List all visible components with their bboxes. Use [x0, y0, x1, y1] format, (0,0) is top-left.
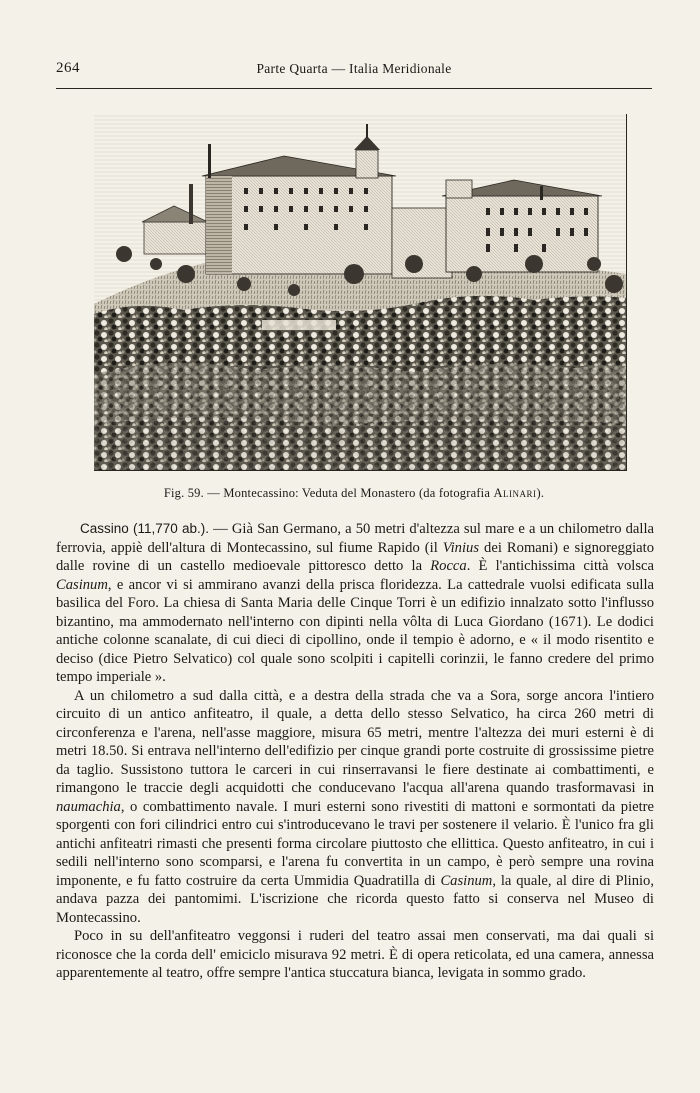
italic-term: Rocca	[430, 558, 467, 574]
caption-end: ).	[536, 486, 545, 500]
caption-text: — Montecassino: Veduta del Monastero (da fotografia	[203, 486, 494, 500]
figure-caption	[56, 486, 652, 501]
paragraph-lead: Cassino (11,770 ab.).	[80, 521, 210, 536]
italic-term: Casinum	[56, 576, 108, 593]
paragraph-teatro	[56, 927, 654, 983]
text-run: , e ancor vi si ammirano avanzi della prisca floridezza. La cattedrale vuolsi edificata sulla basilica del Foro. La chiesa di Santa Maria delle Cinque Torri è un edifizio innalzato sotto l'influsso bizantino, ma ammodernato nell'interno con dipinti nella vôlta di Luca Giordano (1671). Le dodici antiche colonne scanalate, di cui dieci di cipollino, onde il tempio è adorno, e « il modo risentito e deciso (dice Pietro Selvatico) col quale sono scolpiti i capitelli corinzii, le fanno credere del primo tempo imperiale ».	[56, 576, 654, 685]
caption-label: Fig. 59.	[163, 486, 204, 500]
paragraph-anfiteatro	[56, 687, 654, 928]
text-run: Poco in su dell'anfiteatro veggonsi i ruderi del teatro assai men conservati, ma dai quali si riconosce che la corda dell' emiciclo misurava 92 metri. È di opera reticolata, ed una camera, annessa apparentemente al teatro, offre sempre l'antica stuccatura bianca, levigata in sommo grado.	[56, 928, 654, 981]
text-run: . È l'antichissima città volsca	[466, 558, 654, 574]
caption-credit: Alinari	[493, 486, 537, 500]
italic-term: Vinius	[442, 539, 480, 556]
figure-engraving	[94, 114, 627, 471]
text-run: , o combattimento navale. I muri esterni sono rivestiti di mattoni e sormontati da pietre sporgenti con fori cilindrici entro cui s'introducevano le travi per sostenere il velario. È l'unico fra gli antichi anfiteatri rimasti che presenti forma circolare piuttosto che ellittica. Questo anfiteatro, in cui i sedili nell'interno sono scomparsi, e l'arena fu convertita in un campo, è però sempre una rovina imponente, e fu fatto costruire da certa Ummidia Quadratilla di	[56, 798, 654, 889]
text-run: , la quale, al dire di Plinio, andava pazza dei pantomimi. L'iscrizione che ricorda questo fatto si conserva nel Museo di Montecassino.	[56, 872, 654, 926]
monastery-illustration	[94, 114, 626, 470]
italic-term: Casinum	[440, 872, 493, 889]
page-number: 264	[56, 60, 80, 76]
page-header	[56, 60, 652, 89]
body-text	[56, 520, 654, 983]
text-run: — Già San Germano, a 50 metri d'altezza sul mare e a un chilometro dalla ferrovia, appiè dell'altura di Montecassino, sul fiume Rapido (il	[56, 521, 654, 556]
text-run: A un chilometro a sud dalla città, e a destra della strada che va a Sora, sorge ancora l'intiero circuito di un antico anfiteatro, il quale, a detta dello stesso Selvatico, ha circa 260 metri di circonferenza e l'arena, nell'asse maggiore, misura 65 metri, mentre l'altezza dei muri esterni è di metri 18.50. Si entrava nell'interno dell'edifizio per cinque grandi porte costruite di grossissime pietre da taglio. Sussistono tuttora le carceri in cui rinserravansi le fiere destinate ai combattimenti, e rimangono le traccie degli acquidotti che conducevano l'acqua all'arena quando trasformavasi in	[56, 687, 654, 796]
text-run: dei Romani) e signoreggiato dalle rovine di un castello medioevale pittoresco detto la	[56, 539, 654, 574]
italic-term: naumachia	[56, 798, 121, 815]
paragraph-cassino	[56, 520, 654, 687]
running-title: Parte Quarta — Italia Meridionale	[256, 61, 452, 76]
